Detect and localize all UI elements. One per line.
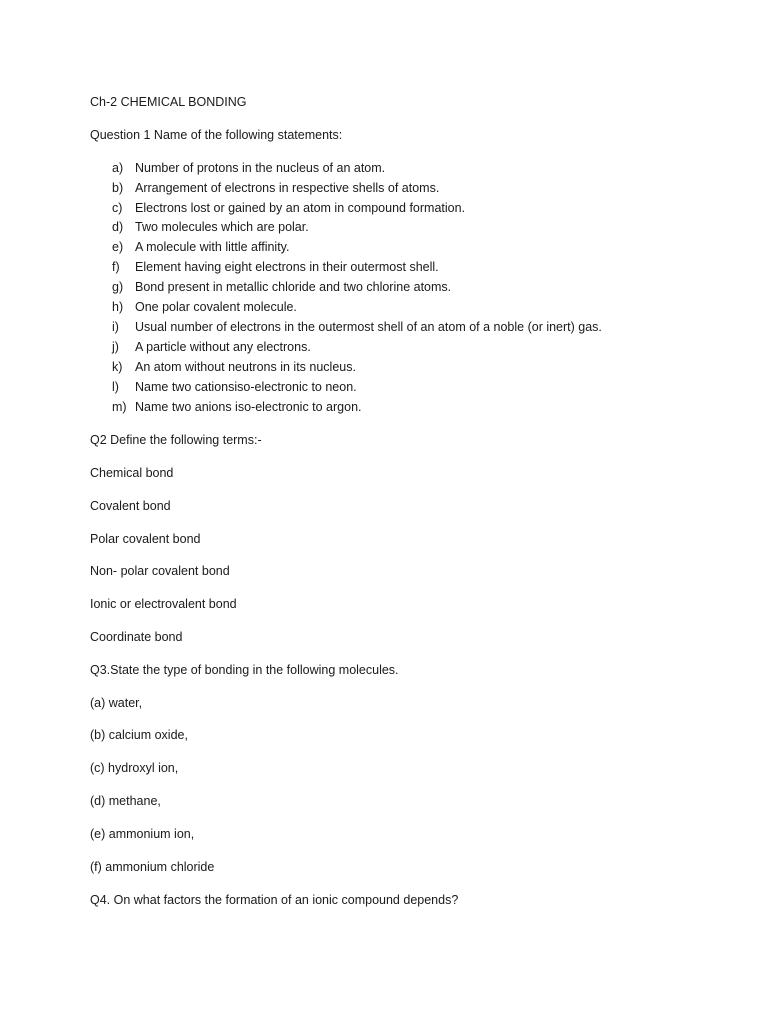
- term-item: Coordinate bond: [90, 630, 183, 644]
- molecule-item: (d) methane,: [90, 794, 161, 808]
- question-1-heading: Question 1 Name of the following statements:: [90, 128, 343, 142]
- question-3-heading: Q3.State the type of bonding in the following molecules.: [90, 663, 399, 677]
- molecule-item: (e) ammonium ion,: [90, 827, 195, 841]
- list-item-text: Arrangement of electrons in respective shells of atoms.: [135, 181, 440, 195]
- list-item-text: Name two cationsiso-electronic to neon.: [135, 380, 357, 394]
- list-item-text: Name two anions iso-electronic to argon.: [135, 400, 362, 414]
- list-marker: b): [112, 181, 124, 195]
- list-marker: i): [112, 320, 119, 334]
- list-item-text: Electrons lost or gained by an atom in compound formation.: [135, 201, 466, 215]
- term-item: Ionic or electrovalent bond: [90, 597, 237, 611]
- question-2-heading: Q2 Define the following terms:-: [90, 433, 262, 447]
- list-marker: c): [112, 201, 123, 215]
- list-item-text: Two molecules which are polar.: [135, 220, 309, 234]
- list-item-text: Bond present in metallic chloride and two chlorine atoms.: [135, 280, 452, 294]
- list-marker: f): [112, 260, 120, 274]
- molecule-item: (b) calcium oxide,: [90, 728, 188, 742]
- list-marker: a): [112, 161, 124, 175]
- list-item-text: One polar covalent molecule.: [135, 300, 297, 314]
- list-item-text: Usual number of electrons in the outermost shell of an atom of a noble (or inert) gas.: [135, 320, 602, 334]
- list-marker: g): [112, 280, 124, 294]
- list-item-text: A particle without any electrons.: [135, 340, 311, 354]
- question-4-heading: Q4. On what factors the formation of an ionic compound depends?: [90, 893, 459, 907]
- list-marker: m): [112, 400, 127, 414]
- list-marker: l): [112, 380, 119, 394]
- list-marker: k): [112, 360, 123, 374]
- molecule-item: (a) water,: [90, 696, 143, 710]
- list-item-text: Element having eight electrons in their outermost shell.: [135, 260, 439, 274]
- list-item-text: An atom without neutrons in its nucleus.: [135, 360, 356, 374]
- list-item-text: A molecule with little affinity.: [135, 240, 290, 254]
- molecule-item: (c) hydroxyl ion,: [90, 761, 179, 775]
- term-item: Non- polar covalent bond: [90, 564, 230, 578]
- chapter-title: Ch-2 CHEMICAL BONDING: [90, 95, 247, 109]
- term-item: Polar covalent bond: [90, 532, 201, 546]
- term-item: Chemical bond: [90, 466, 174, 480]
- list-marker: d): [112, 220, 124, 234]
- term-item: Covalent bond: [90, 499, 171, 513]
- list-marker: e): [112, 240, 124, 254]
- list-marker: j): [112, 340, 119, 354]
- molecule-item: (f) ammonium chloride: [90, 860, 215, 874]
- list-marker: h): [112, 300, 124, 314]
- list-item-text: Number of protons in the nucleus of an atom.: [135, 161, 386, 175]
